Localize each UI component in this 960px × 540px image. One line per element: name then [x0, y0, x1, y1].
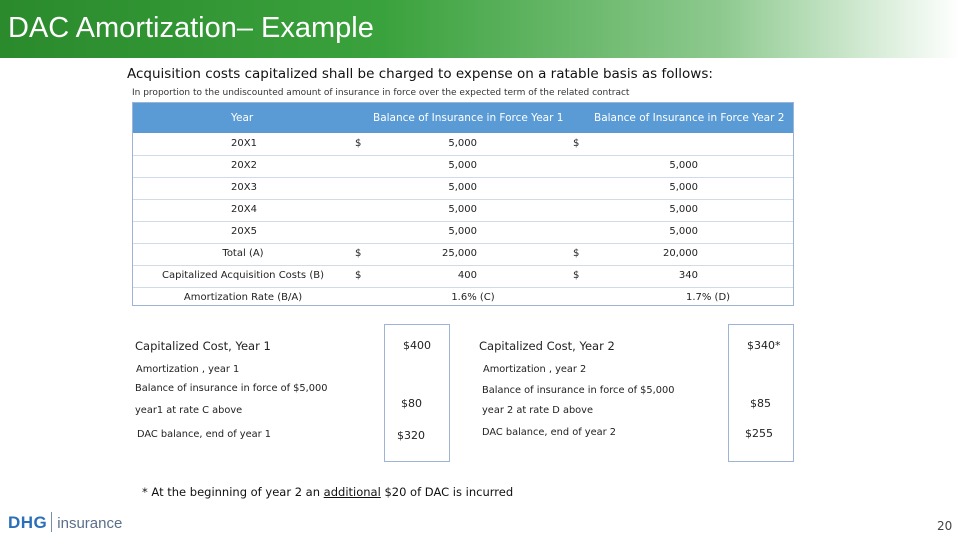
year-cell: 20X4	[231, 204, 257, 215]
capitalized-costs-row	[133, 265, 793, 288]
year1-capitalized-value: $400	[403, 339, 431, 352]
total-label: Total (A)	[222, 248, 264, 259]
year1-end-value: $320	[397, 429, 425, 442]
year2-detail-line2: year 2 at rate D above	[482, 405, 593, 416]
year-cell: 20X1	[231, 138, 257, 149]
year2-end-value: $255	[745, 427, 773, 440]
balance-year2-cell: 5,000	[669, 160, 698, 171]
slide-note: In proportion to the undiscounted amount of insurance in force over the expected term of the related contract	[132, 88, 630, 98]
footnote	[142, 485, 513, 499]
balance-year1-cell: 5,000	[448, 160, 477, 171]
year2-detail-line1: Balance of insurance in force of $5,000	[482, 385, 675, 396]
rate-label: Amortization Rate (B/A)	[183, 292, 303, 303]
currency-cell: $	[355, 248, 362, 259]
balance-year2-cell: 5,000	[669, 182, 698, 193]
title-bar	[0, 0, 960, 58]
balance-year1-cell: 5,000	[448, 226, 477, 237]
balance-year1-cell: 5,000	[448, 182, 477, 193]
currency-cell: $	[355, 138, 362, 149]
logo-divider	[51, 512, 52, 532]
currency-cell: $	[573, 138, 580, 149]
year1-amortization-value: $80	[401, 397, 422, 410]
total-row	[133, 243, 793, 266]
dhg-logo	[8, 512, 122, 533]
year-cell: 20X3	[231, 182, 257, 193]
page-number: 20	[937, 519, 953, 533]
header-balance-year1: Balance of Insurance in Force Year 1	[373, 112, 564, 124]
amortization-rate-row	[133, 287, 793, 309]
rate-year2-cell: 1.7% (D)	[685, 292, 731, 303]
year1-capitalized-label: Capitalized Cost, Year 1	[135, 339, 271, 353]
year2-amortization-value: $85	[750, 397, 771, 410]
year-cell: 20X2	[231, 160, 257, 171]
rate-year1-cell: 1.6% (C)	[451, 292, 495, 303]
year2-amortization-label: Amortization , year 2	[483, 364, 587, 375]
total-year2-cell: 20,000	[663, 248, 698, 259]
table-row	[133, 199, 793, 222]
year2-capitalized-label: Capitalized Cost, Year 2	[479, 339, 615, 353]
table-row	[133, 177, 793, 200]
table-row	[133, 155, 793, 178]
capitalized-year2-cell: 340	[678, 270, 698, 281]
footnote-after: $20 of DAC is incurred	[380, 485, 514, 499]
footnote-emphasis: additional	[323, 485, 381, 499]
header-year: Year	[231, 112, 254, 124]
capitalized-label: Capitalized Acquisition Costs (B)	[161, 270, 324, 281]
year1-detail-line2: year1 at rate C above	[135, 405, 243, 416]
total-year1-cell: 25,000	[442, 248, 477, 259]
year2-capitalized-value: $340*	[747, 339, 781, 352]
currency-cell: $	[573, 248, 580, 259]
currency-cell: $	[355, 270, 362, 281]
insurance-in-force-table	[132, 102, 794, 306]
year1-detail-line1: Balance of insurance in force of $5,000	[135, 383, 328, 394]
logo-division: insurance	[57, 515, 123, 532]
slide-subtitle: Acquisition costs capitalized shall be charged to expense on a ratable basis as follows:	[127, 66, 713, 82]
header-balance-year2: Balance of Insurance in Force Year 2	[594, 112, 785, 124]
logo-brand: DHG	[8, 513, 48, 532]
table-row	[133, 221, 793, 244]
currency-cell: $	[573, 270, 580, 281]
slide-title: DAC Amortization– Example	[8, 12, 374, 44]
table-header	[133, 103, 793, 133]
balance-year2-cell: 5,000	[669, 204, 698, 215]
footnote-before: * At the beginning of year 2 an	[142, 485, 324, 499]
balance-year1-cell: 5,000	[448, 138, 477, 149]
year2-end-label: DAC balance, end of year 2	[482, 427, 616, 438]
table-row	[133, 133, 793, 156]
year1-amortization-label: Amortization , year 1	[136, 364, 240, 375]
year1-end-label: DAC balance, end of year 1	[137, 429, 271, 440]
year-cell: 20X5	[231, 226, 257, 237]
capitalized-year1-cell: 400	[457, 270, 477, 281]
balance-year2-cell: 5,000	[669, 226, 698, 237]
balance-year1-cell: 5,000	[448, 204, 477, 215]
